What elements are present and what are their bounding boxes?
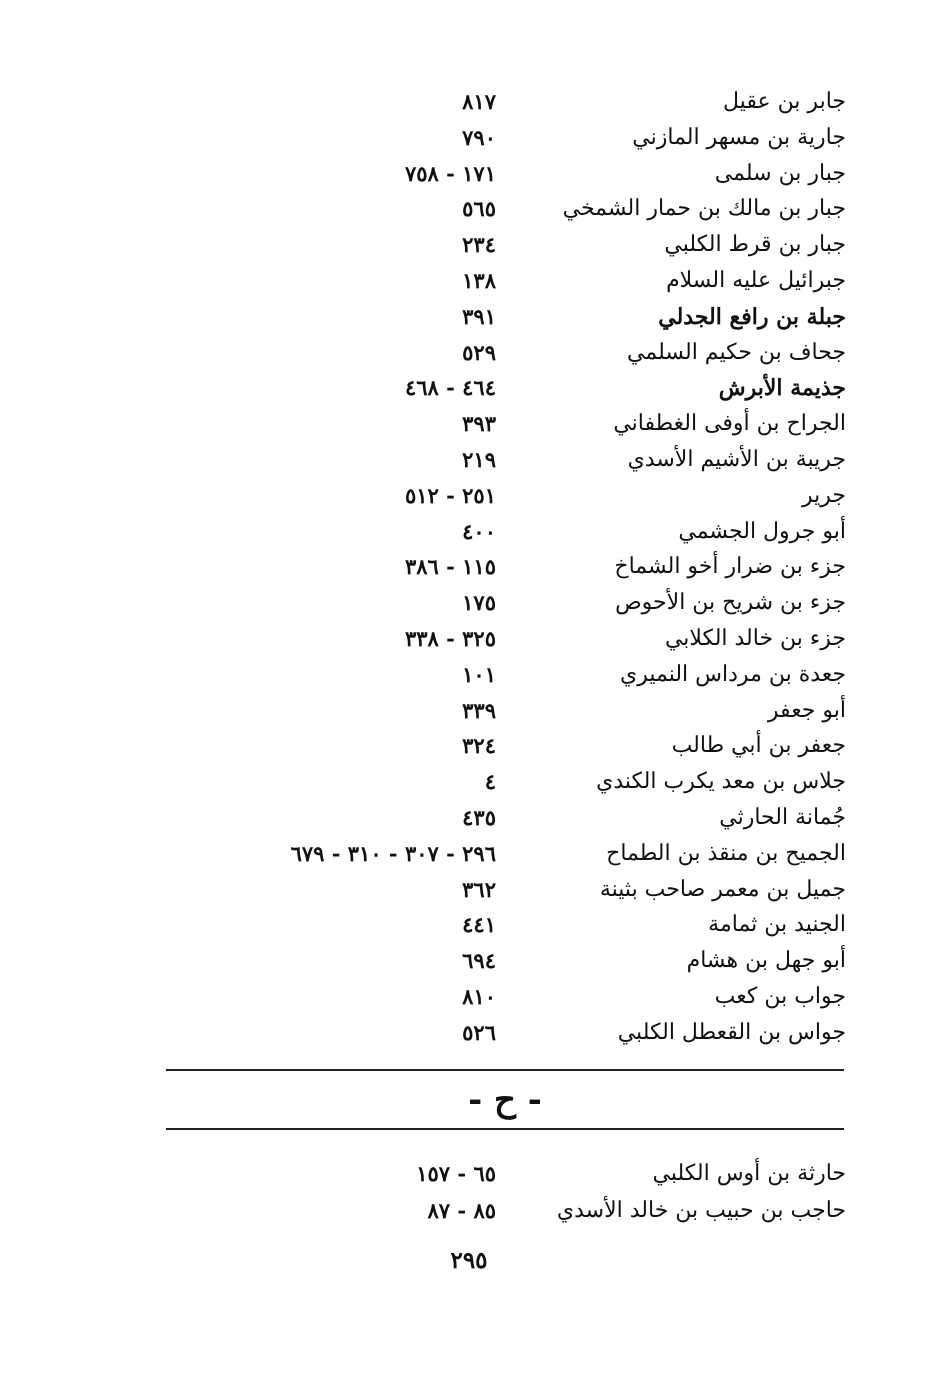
section-rule-top: [166, 1069, 844, 1071]
entry-name: حارثة بن أوس الكلبي: [652, 1161, 846, 1186]
entry-page-numbers: ٢٣٤: [462, 232, 496, 258]
entry-name: جريبة بن الأشيم الأسدي: [627, 446, 846, 472]
entry-page-numbers: ٤٦٤ - ٤٦٨: [404, 375, 496, 401]
index-entry: [0, 514, 938, 550]
entry-name: جذيمة الأبرش: [718, 375, 846, 402]
index-entry: [0, 585, 938, 621]
entry-page-numbers: ٣٩١: [462, 303, 496, 329]
entry-name: جبلة بن رافع الجدلي: [658, 303, 846, 330]
index-entry: [0, 1193, 938, 1230]
entry-name: جبرائيل عليه السلام: [666, 267, 846, 293]
index-entry: [0, 836, 938, 872]
entry-page-numbers: ٤٣٥: [462, 804, 496, 830]
index-entry: [0, 1156, 938, 1193]
index-entry: [0, 370, 938, 406]
entry-name: جعفر بن أبي طالب: [671, 733, 846, 759]
entry-page-numbers: ٢٥١ - ٥١٢: [404, 482, 496, 508]
entry-name: جحاف بن حكيم السلمي: [627, 339, 846, 365]
index-entry: [0, 442, 938, 478]
entry-name: جواس بن القعطل الكلبي: [617, 1019, 846, 1045]
entry-name: الجنيد بن ثمامة: [708, 912, 846, 938]
entry-page-numbers: ٧٩٠: [462, 124, 496, 150]
entry-page-numbers: ٣٦٢: [462, 876, 496, 902]
entry-page-numbers: ٤٠٠: [462, 518, 496, 544]
entry-name: جزء بن ضرار أخو الشماخ: [614, 554, 846, 580]
entry-name: الجميح بن منقذ بن الطماح: [606, 840, 846, 866]
entry-page-numbers: ٨٥ - ٨٧: [427, 1198, 496, 1223]
index-entry: [0, 657, 938, 693]
index-entry: [0, 478, 938, 514]
index-entry: [0, 120, 938, 156]
index-entry: [0, 728, 938, 764]
entry-page-numbers: ٢١٩: [462, 446, 496, 472]
entry-page-numbers: ٢٩٦ - ٣٠٧ - ٣١٠ - ٦٧٩: [290, 840, 496, 866]
section-rule-bottom: [166, 1128, 844, 1130]
entry-page-numbers: ٥٦٥: [462, 196, 496, 222]
index-entry: [0, 907, 938, 943]
index-entry: [0, 621, 938, 657]
index-entry: [0, 764, 938, 800]
index-list-jeem: [0, 84, 938, 1051]
entry-name: الجراح بن أوفى الغطفاني: [613, 411, 846, 437]
entry-page-numbers: ٤٤١: [462, 912, 496, 938]
entry-page-numbers: ٣٣٩: [462, 697, 496, 723]
entry-name: جميل بن معمر صاحب بثينة: [599, 876, 846, 902]
entry-name: جُمانة الحارثي: [719, 804, 846, 830]
entry-page-numbers: ٦٥ - ١٥٧: [416, 1161, 496, 1186]
index-entry: [0, 335, 938, 371]
entry-name: جزء بن شريح بن الأحوص: [615, 590, 846, 616]
entry-name: جبار بن سلمى: [714, 160, 846, 186]
section-heading: - ح -: [468, 1080, 542, 1120]
entry-page-numbers: ٥٢٩: [462, 339, 496, 365]
entry-name: جبار بن مالك بن حمار الشمخي: [562, 196, 846, 222]
entry-page-numbers: ١٣٨: [462, 267, 496, 293]
index-entry: [0, 227, 938, 263]
entry-name: أبو جرول الجشمي: [678, 518, 846, 544]
index-entry: [0, 549, 938, 585]
entry-name: جابر بن عقيل: [723, 89, 846, 114]
index-entry: [0, 872, 938, 908]
entry-page-numbers: ١٧٥: [462, 590, 496, 616]
entry-page-numbers: ٦٩٤: [462, 948, 496, 974]
entry-name: جلاس بن معد يكرب الكندي: [596, 769, 846, 795]
entry-page-numbers: ٨١٠: [462, 983, 496, 1009]
index-entry: [0, 943, 938, 979]
index-entry: [0, 800, 938, 836]
entry-name: جبار بن قرط الكلبي: [664, 232, 846, 258]
entry-name: حاجب بن حبيب بن خالد الأسدي: [556, 1198, 846, 1223]
entry-name: أبو جهل بن هشام: [686, 948, 846, 974]
index-entry: [0, 406, 938, 442]
entry-page-numbers: ٥٢٦: [462, 1019, 496, 1045]
entry-page-numbers: ١١٥ - ٣٨٦: [404, 554, 496, 580]
index-entry: [0, 191, 938, 227]
index-entry: [0, 299, 938, 335]
index-entry: [0, 263, 938, 299]
page-number: ٢٩٥: [450, 1247, 488, 1274]
entry-page-numbers: ٣٩٣: [462, 411, 496, 437]
entry-name: أبو جعفر: [767, 697, 846, 723]
index-entry: [0, 979, 938, 1015]
entry-page-numbers: ١٧١ - ٧٥٨: [404, 160, 496, 186]
index-entry: [0, 693, 938, 729]
index-entry: [0, 156, 938, 192]
entry-page-numbers: ١٠١: [462, 661, 496, 687]
entry-name: جزء بن خالد الكلابي: [664, 625, 846, 651]
entry-name: جعدة بن مرداس النميري: [620, 661, 846, 687]
entry-page-numbers: ٣٢٤: [462, 733, 496, 759]
index-entry: [0, 84, 938, 120]
index-list-haa: [0, 1156, 938, 1230]
entry-page-numbers: ٤: [484, 769, 496, 795]
entry-page-numbers: ٨١٧: [462, 89, 496, 114]
entry-name: جواب بن كعب: [714, 983, 846, 1009]
index-entry: [0, 1015, 938, 1051]
entry-name: جرير: [802, 482, 846, 508]
entry-page-numbers: ٣٢٥ - ٣٣٨: [404, 625, 496, 651]
entry-name: جارية بن مسهر المازني: [632, 124, 846, 150]
